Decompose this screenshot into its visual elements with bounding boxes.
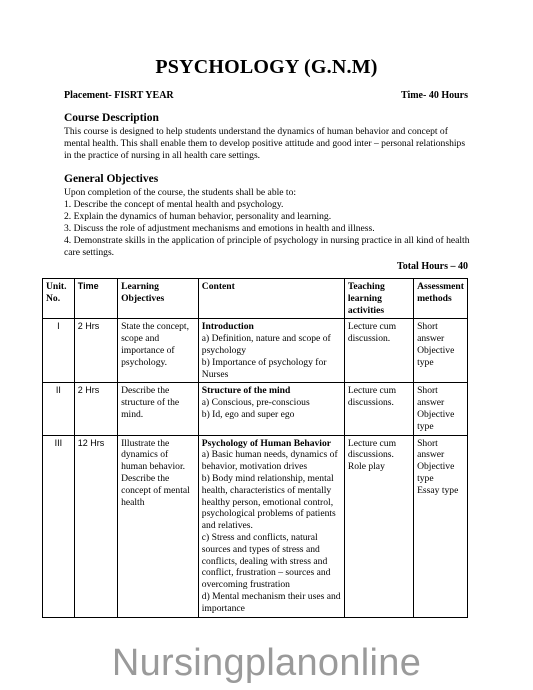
objective-item: 3. Discuss the role of adjustment mechanisms and emotions in health and illness. [64, 223, 375, 234]
header-content: Content [198, 279, 344, 319]
objective-item: 2. Explain the dynamics of human behavior, personality and learning. [64, 211, 332, 222]
header-unit: Unit. No. [43, 279, 75, 319]
content-line: b) Body mind relationship, mental health, characteristics of mentally healthy person, emotional control, psychological problems of patients and relatives. [201, 472, 336, 532]
table-header-row [43, 279, 468, 319]
table-row [43, 435, 468, 617]
teaching-cell: Lecture cum discussion. [344, 319, 413, 383]
content-line: b) Importance of psychology for Nurses [201, 356, 327, 380]
general-objectives-block [64, 187, 474, 259]
content-line: a) Conscious, pre-conscious [201, 397, 310, 409]
time-cell: 2 Hrs [74, 319, 117, 383]
assessment-cell [414, 435, 468, 617]
header-teaching: Teaching learning activities [344, 279, 413, 319]
assessment-item: Objective type [417, 344, 455, 368]
assessment-item: Short answer [417, 321, 445, 345]
assessment-item: Essay type [417, 484, 459, 496]
content-line: b) Id, ego and super ego [201, 408, 295, 420]
page-title: PSYCHOLOGY (G.N.M) [155, 56, 378, 78]
assessment-item: Objective type [417, 461, 455, 484]
teaching-cell: Lecture cum discussions. Role play [344, 435, 413, 617]
unit-cell: II [43, 383, 75, 435]
header-assessment: Assessment methods [414, 279, 468, 319]
assessment-item: Short answer [417, 437, 445, 461]
watermark-text: Nursingplanonline [111, 642, 422, 684]
content-title: Structure of the mind [201, 385, 291, 397]
time-cell: 12 Hrs [74, 435, 117, 617]
content-line: d) Mental mechanism their uses and importance [201, 590, 341, 614]
content-line: a) Basic human needs, dynamics of behavior, motivation drives [201, 449, 338, 473]
time-cell: 2 Hrs [74, 383, 117, 435]
time-label: Time- 40 Hours [400, 90, 468, 101]
content-title: Psychology of Human Behavior [201, 437, 332, 449]
content-cell [198, 435, 344, 617]
objective-item: 1. Describe the concept of mental health and psychology. [64, 199, 284, 210]
unit-cell: III [43, 435, 75, 617]
objectives-cell: Describe the structure of the mind. [118, 383, 199, 435]
table-row [43, 383, 468, 435]
assessment-cell [414, 383, 468, 435]
header-time: Time [74, 279, 117, 319]
content-cell [198, 383, 344, 435]
general-objectives-heading: General Objectives [64, 173, 159, 185]
assessment-cell [414, 319, 468, 383]
course-description-text: This course is designed to help students understand the dynamics of human behavior and concept of mental health. This shall enable them to develop positive attitude and good inter – personal relationships in the practice of nursing in all health care settings. [64, 126, 466, 161]
total-hours: Total Hours – 40 [396, 261, 468, 272]
content-cell [198, 319, 344, 383]
general-objectives-intro: Upon completion of the course, the students shall be able to: [64, 187, 297, 198]
teaching-cell: Lecture cum discussions. [344, 383, 413, 435]
syllabus-table [42, 278, 468, 618]
assessment-item: Objective type [417, 408, 455, 432]
objective-item: 4. Demonstrate skills in the application of principle of psychology in nursing practice in all kind of health care settings. [64, 235, 470, 258]
placement-label: Placement- FISRT YEAR [64, 90, 174, 101]
unit-cell: I [43, 319, 75, 383]
content-title: Introduction [201, 321, 254, 333]
table-row [43, 319, 468, 383]
header-objectives: Learning Objectives [118, 279, 199, 319]
content-line: a) Definition, nature and scope of psychology [201, 333, 331, 356]
content-line: c) Stress and conflicts, natural sources and types of stress and conflicts, dealing with stress and conflict, frustration – sources and overcoming frustration [201, 531, 331, 591]
assessment-item: Short answer [417, 385, 445, 409]
objectives-cell: Illustrate the dynamics of human behavior. Describe the concept of mental health [118, 435, 199, 617]
objectives-list [64, 199, 474, 259]
objectives-cell: State the concept, scope and importance of psychology. [118, 319, 199, 383]
course-description-heading: Course Description [64, 112, 159, 124]
